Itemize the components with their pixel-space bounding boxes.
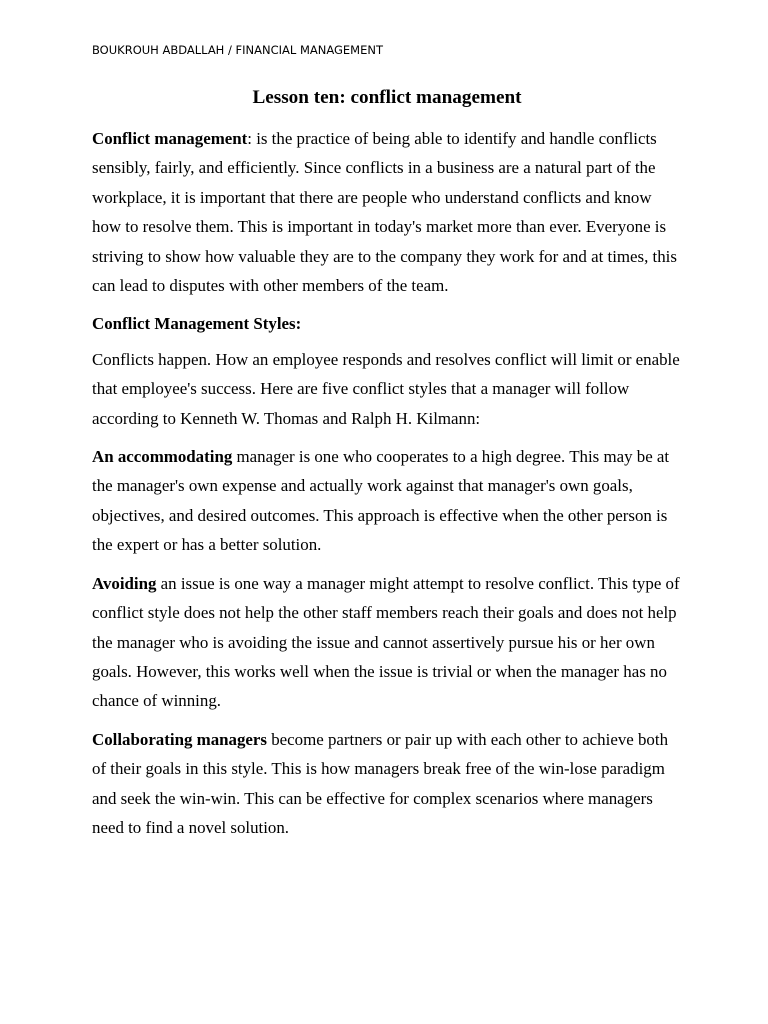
page-header: BOUKROUH ABDALLAH / FINANCIAL MANAGEMENT <box>92 43 383 57</box>
styles-heading: Conflict Management Styles: <box>92 314 302 334</box>
styles-intro-paragraph: Conflicts happen. How an employee responds and resolves conflict will limit or enable that employee's success. Here are five conflict styles that a manager will follow according to Kenneth W. Thomas and Ralph H. Kilmann: <box>92 349 680 428</box>
avoiding-term: Avoiding <box>92 573 157 593</box>
collaborating-text: become partners or pair up with each other to achieve both of their goals in this style. This is how managers break free of the win-lose paradigm and seek the win-win. This can be effective for complex scenarios where managers need to find a novel solution. <box>92 729 669 837</box>
accommodating-paragraph <box>92 442 682 560</box>
intro-text: : is the practice of being able to identify and handle conflicts sensibly, fairly, and efficiently. Since conflicts in a business are a natural part of the workplace, it is important that there are people who understand conflicts and know how to resolve them. This is important in today's market more than ever. Everyone is striving to show how valuable they are to the company they work for and at times, this can lead to disputes with other members of the team. <box>92 129 677 296</box>
document-body <box>92 84 682 851</box>
lesson-title: Lesson ten: conflict management <box>252 87 522 108</box>
accommodating-text: manager is one who cooperates to a high degree. This may be at the manager's own expense and actually work against that manager's own goals, objectives, and desired outcomes. This approach is effective when the other person is the expert or has a better solution. <box>92 447 670 555</box>
intro-paragraph <box>92 124 682 300</box>
avoiding-paragraph <box>92 569 682 716</box>
collaborating-paragraph <box>92 725 682 843</box>
accommodating-term: An accommodating <box>92 447 233 467</box>
collaborating-term: Collaborating managers <box>92 729 268 749</box>
avoiding-text: an issue is one way a manager might attempt to resolve conflict. This type of conflict style does not help the other staff members reach their goals and does not help the manager who is avoiding the issue and cannot assertively pursue his or her own goals. However, this works well when the issue is trivial or when the manager has no chance of winning. <box>92 573 680 711</box>
intro-term: Conflict management <box>92 129 248 148</box>
